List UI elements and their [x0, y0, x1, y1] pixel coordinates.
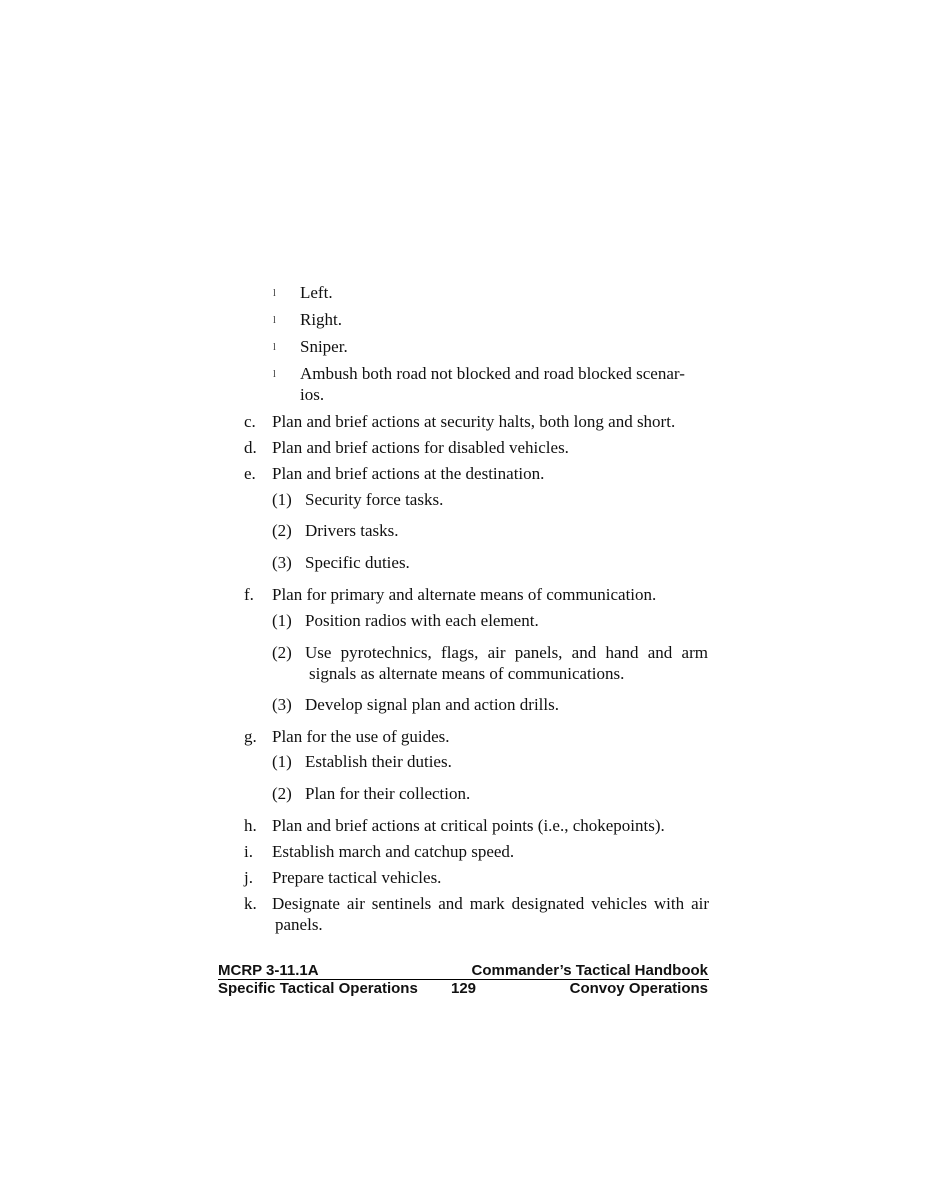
item-f-sub-2-number: (2) — [272, 643, 292, 662]
item-d-text: Plan and brief actions for disabled vehicles. — [272, 438, 569, 457]
item-f-sub-2-text-continued: signals as alternate means of communications. — [309, 664, 625, 683]
item-e-marker: e. — [244, 464, 256, 483]
item-e-sub-1-text: Security force tasks. — [305, 490, 444, 509]
bullet-item-ambush-continued: ios. — [300, 385, 325, 404]
item-f-sub-2-text: Use pyrotechnics, flags, air panels, and hand and arm — [305, 643, 708, 662]
footer-chapter-title: Specific Tactical Operations — [218, 980, 418, 997]
item-i-marker: i. — [244, 842, 253, 861]
item-g-text: Plan for the use of guides. — [272, 727, 450, 746]
item-f-sub-1-text: Position radios with each element. — [305, 611, 539, 630]
item-g-marker: g. — [244, 727, 257, 746]
item-h-marker: h. — [244, 816, 257, 835]
bullet-marker: l — [273, 342, 276, 353]
footer-handbook-title: Commander’s Tactical Handbook — [471, 962, 708, 979]
item-k-text-continued: panels. — [275, 915, 323, 934]
item-f-marker: f. — [244, 585, 254, 604]
item-g-sub-2-text: Plan for their collection. — [305, 784, 471, 803]
bullet-item-ambush: Ambush both road not blocked and road blocked scenar- — [300, 364, 685, 383]
item-d-marker: d. — [244, 438, 257, 457]
bullet-marker: l — [273, 315, 276, 326]
footer-section-title: Convoy Operations — [569, 980, 708, 997]
bullet-marker: l — [273, 288, 276, 299]
item-c-marker: c. — [244, 412, 256, 431]
item-h-text: Plan and brief actions at critical points (i.e., chokepoints). — [272, 816, 665, 835]
item-e-sub-1-number: (1) — [272, 490, 292, 509]
footer-page-number: 129 — [451, 980, 477, 997]
bullet-item-right: Right. — [300, 310, 343, 329]
footer-publication-id: MCRP 3-11.1A — [218, 962, 319, 979]
item-g-sub-1-text: Establish their duties. — [305, 752, 452, 771]
item-k-marker: k. — [244, 894, 257, 913]
item-i-text: Establish march and catchup speed. — [272, 842, 515, 861]
item-f-sub-1-number: (1) — [272, 611, 292, 630]
bullet-item-sniper: Sniper. — [300, 337, 348, 356]
item-j-marker: j. — [244, 868, 253, 887]
bullet-item-left: Left. — [300, 283, 333, 302]
item-k-text: Designate air sentinels and mark designated vehicles with air — [272, 894, 709, 913]
bullet-marker: l — [273, 369, 276, 380]
item-e-sub-3-number: (3) — [272, 553, 292, 572]
item-g-sub-2-number: (2) — [272, 784, 292, 803]
item-g-sub-1-number: (1) — [272, 752, 292, 771]
item-f-sub-3-text: Develop signal plan and action drills. — [305, 695, 559, 714]
item-e-text: Plan and brief actions at the destination. — [272, 464, 545, 483]
item-f-text: Plan for primary and alternate means of communication. — [272, 585, 657, 604]
item-e-sub-3-text: Specific duties. — [305, 553, 410, 572]
item-e-sub-2-number: (2) — [272, 521, 292, 540]
item-c-text: Plan and brief actions at security halts, both long and short. — [272, 412, 676, 431]
item-f-sub-3-number: (3) — [272, 695, 292, 714]
item-e-sub-2-text: Drivers tasks. — [305, 521, 399, 540]
item-j-text: Prepare tactical vehicles. — [272, 868, 442, 887]
